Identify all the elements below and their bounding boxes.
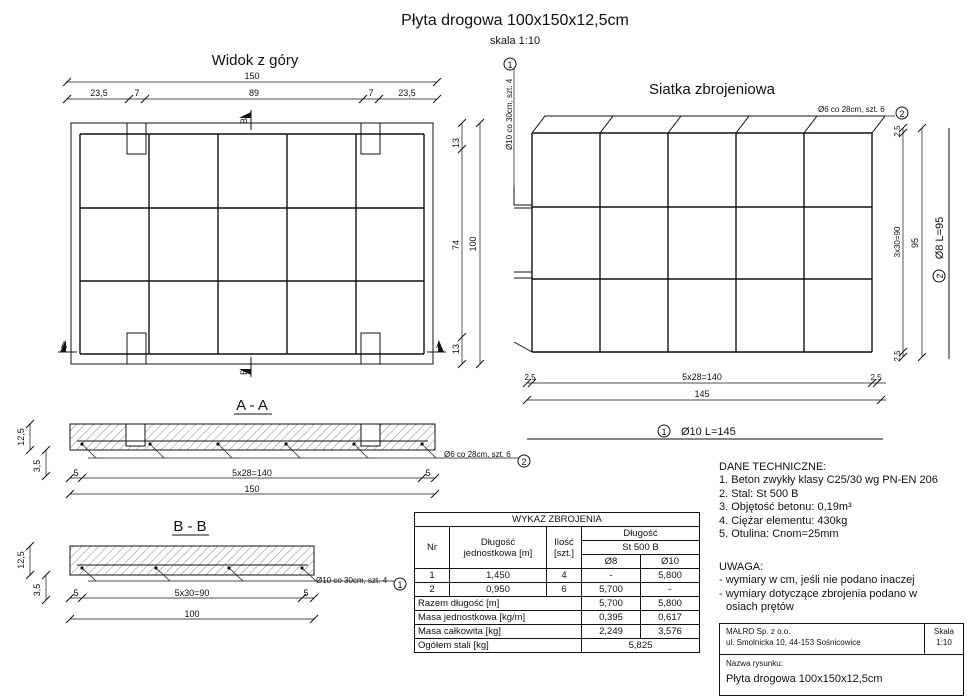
dim-height-part-2: 74 [451, 239, 461, 251]
table-row [415, 569, 700, 583]
section-bb-dim-left: 5 [73, 588, 79, 598]
dim-top-part-1: 23,5 [90, 88, 108, 98]
mesh-bar1-length: Ø10 L=145 [681, 426, 736, 438]
total-mass-d10: 3,576 [641, 625, 700, 639]
table-title: WYKAZ ZBROJENIA [415, 513, 700, 527]
mesh-dim-side-top: 2,5 [893, 125, 902, 137]
mesh-dim-bottom-mid: 5x28=140 [682, 372, 722, 382]
mesh-bar2-length: Ø8 L=95 [934, 216, 946, 260]
section-aa-dim-left: 5 [73, 468, 79, 478]
tech-heading: DANE TECHNICZNE: [719, 461, 827, 473]
section-aa-marker: 2 [521, 457, 527, 467]
tech-item-2: 2. Stal: St 500 B [719, 487, 799, 500]
tech-item-3: 3. Objętość betonu: 0,19m³ [719, 501, 852, 514]
col-steel: St 500 B [582, 541, 700, 555]
row-2-len: 0,950 [450, 583, 547, 597]
dim-height-part-3: 13 [451, 343, 461, 355]
section-mark-a-left: A [61, 340, 68, 350]
note-1: - wymiary w cm, jeśli nie podano inaczej [719, 574, 915, 587]
total-mass-d8: 2,249 [582, 625, 641, 639]
total-mass-label: Masa całkowita [kg] [415, 625, 582, 639]
section-bb-marker: 1 [397, 580, 403, 590]
notes [719, 561, 917, 615]
dim-height-total: 100 [468, 236, 478, 252]
row-2-qty: 6 [547, 583, 582, 597]
title-block-company [719, 623, 925, 655]
dim-height-part-1: 13 [451, 137, 461, 149]
unit-mass-d8: 0,395 [582, 611, 641, 625]
table-row [415, 611, 700, 625]
tech-item-1: 1. Beton zwykły klasy C25/30 wg PN-EN 206 [719, 474, 938, 487]
section-bb-label: Ø10 co 30cm, szt. 4 [316, 576, 388, 585]
section-bb-cover: 3,5 [32, 583, 42, 597]
unit-mass-label: Masa jednostkowa [kg/m] [415, 611, 582, 625]
col-length-unit-1: Długość [480, 536, 516, 548]
reinforcement-mesh [504, 58, 949, 439]
mesh-dim-side-mid: 3x30=90 [893, 226, 902, 258]
section-aa-height: 12,5 [16, 428, 26, 446]
drawing-name: Płyta drogowa 100x150x12,5cm [726, 673, 883, 685]
top-view-title: Widok z góry [211, 52, 299, 69]
mesh-title: Siatka zbrojeniowa [649, 81, 775, 98]
section-aa-title: A - A [236, 397, 268, 414]
tech-item-5: 5. Otulina: Cnom=25mm [719, 528, 839, 541]
note-3: osiach prętów [726, 601, 794, 614]
row-1-len: 1,450 [450, 569, 547, 583]
row-1-d10: 5,800 [641, 569, 700, 583]
section-bb [16, 518, 406, 623]
mesh-dim-bottom-total: 145 [694, 389, 710, 399]
notes-heading: UWAGA: [719, 561, 764, 573]
tech-data [719, 461, 938, 541]
scale-value: 1:10 [936, 638, 952, 647]
row-2-nr: 2 [415, 583, 450, 597]
mesh-bar2-marker: 2 [935, 273, 945, 279]
mesh-dim-bottom-right: 2,5 [870, 373, 882, 382]
col-qty-2: [szt.] [553, 547, 575, 559]
section-bb-dim-right: 5 [303, 588, 309, 598]
note-2: - wymiary dotyczące zbrojenia podano w [719, 587, 918, 600]
col-length-unit [450, 527, 547, 569]
col-nr: Nr [415, 527, 450, 569]
dim-top-total: 150 [244, 71, 260, 81]
row-2-d10: - [641, 583, 700, 597]
table-row [415, 639, 700, 653]
section-aa-cover: 3,5 [32, 459, 42, 473]
title-block-scale [924, 623, 964, 655]
section-aa-dim-right: 5 [425, 468, 431, 478]
section-aa-dim-total: 150 [244, 484, 260, 494]
top-view [58, 52, 484, 377]
total-steel-label: Ogółem stali [kg] [415, 639, 582, 653]
title-block-name [719, 654, 964, 696]
col-qty-1: Ilość [554, 536, 574, 548]
section-aa [16, 397, 530, 498]
company-name: MAŁRO Sp. z o.o. [726, 627, 791, 636]
table-row [415, 597, 700, 611]
sum-length-d10: 5,800 [641, 597, 700, 611]
mesh-label-bar2: Ø6 co 28cm, szt. 6 [818, 105, 885, 114]
col-qty [547, 527, 582, 569]
section-mark-a-right: A [436, 340, 443, 350]
reinforcement-table [414, 512, 700, 653]
section-bb-height: 12,5 [16, 551, 26, 569]
unit-mass-d10: 0,617 [641, 611, 700, 625]
col-length: Długość [582, 527, 700, 541]
section-aa-label: Ø6 co 28cm, szt. 6 [444, 450, 511, 459]
company-address: ul. Smolnicka 10, 44-153 Sośnicowice [726, 638, 861, 647]
mesh-marker-1: 1 [507, 60, 513, 70]
sum-length-d8: 5,700 [582, 597, 641, 611]
row-1-qty: 4 [547, 569, 582, 583]
total-steel-value: 5,825 [582, 639, 700, 653]
dim-top-part-3: 89 [248, 88, 260, 98]
table-row [415, 583, 700, 597]
col-length-unit-2: jednostkowa [m] [463, 547, 533, 559]
mesh-dim-side-bot: 2,5 [893, 350, 902, 362]
section-aa-dim-mid: 5x28=140 [232, 468, 272, 478]
mesh-dim-side-total: 95 [910, 237, 920, 249]
mesh-label-bar1: Ø10 co 30cm, szt. 4 [505, 78, 514, 150]
mesh-bar1-marker: 1 [661, 427, 667, 437]
dim-top-part-2: 7 [134, 88, 140, 98]
mesh-dim-bottom-left: 2,5 [524, 373, 536, 382]
dim-top-part-4: 7 [368, 88, 374, 98]
table-row [415, 625, 700, 639]
col-d8: Ø8 [582, 555, 641, 569]
sum-length-label: Razem długość [m] [415, 597, 582, 611]
tech-item-4: 4. Ciężar elementu: 430kg [719, 514, 848, 527]
section-bb-dim-total: 100 [184, 609, 200, 619]
row-1-d8: - [582, 569, 641, 583]
row-1-nr: 1 [415, 569, 450, 583]
drawing-title: Płyta drogowa 100x150x12,5cm [401, 12, 629, 29]
section-mark-b-top: B [239, 117, 249, 124]
row-2-d8: 5,700 [582, 583, 641, 597]
col-d10: Ø10 [641, 555, 700, 569]
dim-top-part-5: 23,5 [398, 88, 416, 98]
drawing-scale: skala 1:10 [489, 35, 541, 47]
mesh-marker-2: 2 [899, 109, 905, 119]
drawing-name-label: Nazwa rysunku: [726, 659, 783, 668]
scale-label: Skala [933, 627, 954, 636]
section-bb-title: B - B [173, 518, 207, 535]
section-mark-b-bottom: B [239, 368, 249, 375]
section-bb-dim-mid: 5x30=90 [174, 588, 210, 598]
